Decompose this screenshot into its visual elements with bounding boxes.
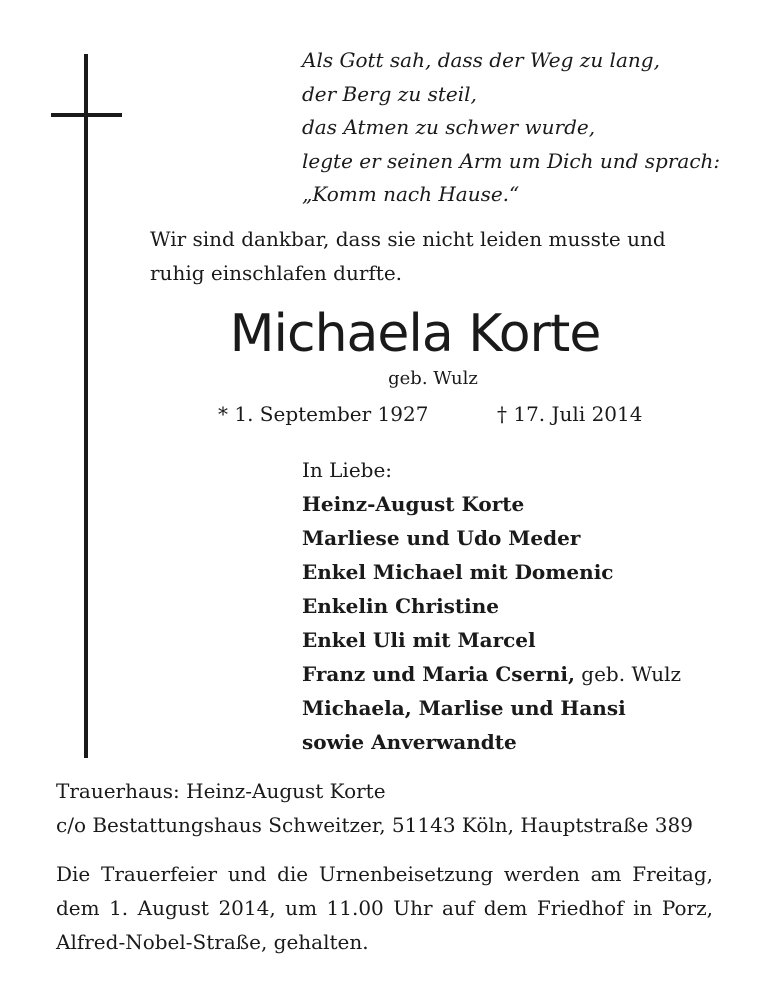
poem-line: „Komm nach Hause.“ xyxy=(302,182,520,206)
mourner-entry xyxy=(302,487,681,521)
death-date: † 17. Juli 2014 xyxy=(497,402,643,426)
mourners-label: In Liebe: xyxy=(302,458,393,482)
mourner-entry xyxy=(302,725,681,759)
mourner-name: Heinz-August Korte xyxy=(302,492,525,516)
mourning-house xyxy=(56,774,693,842)
mourner-entry xyxy=(302,589,681,623)
poem xyxy=(302,44,720,212)
poem-line: das Atmen zu schwer wurde, xyxy=(302,115,596,139)
poem-line: legte er seinen Arm um Dich und sprach: xyxy=(302,148,721,173)
mourner-name: Marliese und Udo Meder xyxy=(302,526,581,550)
mourner-name: Enkel Michael mit Domenic xyxy=(302,560,614,584)
intro-text: Wir sind dankbar, dass sie nicht leiden musste und ruhig einschlafen durfte. xyxy=(150,227,666,285)
cross-vertical-bar xyxy=(84,54,88,758)
deceased-name: Michaela Korte xyxy=(229,304,601,364)
mourner-name: Franz und Maria Cserni, xyxy=(302,662,575,686)
mourner-suffix: geb. Wulz xyxy=(574,662,682,686)
house-address: c/o Bestattungshaus Schweitzer, 51143 Köln, Hauptstraße 389 xyxy=(56,813,693,837)
birth-date: * 1. September 1927 xyxy=(218,402,429,426)
mourner-name: Enkelin Christine xyxy=(302,594,500,618)
mourner-name: Enkel Uli mit Marcel xyxy=(302,628,536,652)
mourner-entry xyxy=(302,521,681,555)
mourner-entry xyxy=(302,691,681,725)
mourner-name: sowie Anverwandte xyxy=(302,730,517,754)
cross-horizontal-bar xyxy=(51,113,122,117)
house-line: Trauerhaus: Heinz-August Korte xyxy=(56,779,386,803)
mourner-entry xyxy=(302,555,681,589)
mourner-entry xyxy=(302,657,681,691)
mourner-name: Michaela, Marlise und Hansi xyxy=(302,696,626,720)
maiden-name: geb. Wulz xyxy=(388,368,478,389)
mourners-list xyxy=(302,453,681,759)
ceremony-notice: Die Trauerfeier und die Urnenbeisetzung werden am Freitag, dem 1. August 2014, um 11.00 Uhr auf dem Friedhof in Porz, Alfred-Nobel-Straße, gehalten. xyxy=(56,862,713,954)
mourner-entry xyxy=(302,623,681,657)
poem-line: Als Gott sah, dass der Weg zu lang, xyxy=(302,48,660,72)
poem-line: der Berg zu steil, xyxy=(302,81,477,106)
